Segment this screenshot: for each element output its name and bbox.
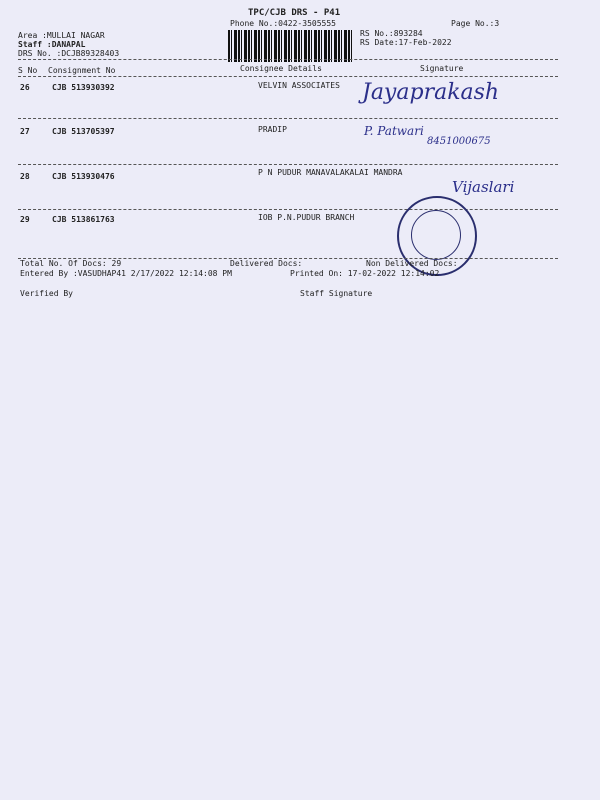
col-consignee: Consignee Details <box>240 64 322 73</box>
row-signature: Vijaslari <box>452 178 515 196</box>
divider <box>18 209 558 210</box>
row-consignment: CJB 513930392 <box>52 83 115 92</box>
divider <box>18 164 558 165</box>
staff-label: Staff :DANAPAL <box>18 40 86 49</box>
divider <box>18 76 558 77</box>
row-signature: P. Patwari <box>364 124 424 138</box>
printed-on: Printed On: 17-02-2022 12:14:02 <box>290 269 440 278</box>
area-label: Area :MULLAI NAGAR <box>18 31 105 40</box>
row-sno: 27 <box>20 127 30 136</box>
row-consignee: PRADIP <box>258 125 287 134</box>
col-consignment: Consignment No <box>48 66 116 75</box>
row-sno: 28 <box>20 172 30 181</box>
col-signature: Signature <box>420 64 464 73</box>
rs-number: RS No.:893284 <box>360 29 423 38</box>
document-title: TPC/CJB DRS - P41 <box>248 8 341 18</box>
total-docs: Total No. Of Docs: 29 <box>20 259 122 268</box>
row-signature: Jayaprakash <box>362 80 500 105</box>
divider <box>18 118 558 119</box>
row-signature-note: 8451000675 <box>427 136 491 147</box>
non-delivered-docs: Non Delivered Docs: <box>366 259 458 268</box>
row-consignment: CJB 513861763 <box>52 215 115 224</box>
row-sno: 29 <box>20 215 30 224</box>
row-consignment: CJB 513705397 <box>52 127 115 136</box>
col-sno: S No <box>18 66 38 75</box>
phone-number: Phone No.:0422-3505555 <box>230 19 336 28</box>
delivered-docs: Delivered Docs: <box>230 259 303 268</box>
rs-date: RS Date:17-Feb-2022 <box>360 38 452 47</box>
barcode <box>228 30 354 62</box>
entered-by: Entered By :VASUDHAP41 2/17/2022 12:14:08 PM <box>20 269 232 278</box>
divider <box>18 59 558 60</box>
row-consignee: VELVIN ASSOCIATES <box>258 81 340 90</box>
row-consignee: IOB P.N.PUDUR BRANCH <box>258 213 355 222</box>
row-consignee: P N PUDUR MANAVALAKALAI MANDRA <box>258 168 403 177</box>
staff-signature: Staff Signature <box>300 289 373 298</box>
drs-number: DRS No. :DCJB89328403 <box>18 49 120 58</box>
page-number: Page No.:3 <box>451 19 500 28</box>
verified-by: Verified By <box>20 289 73 298</box>
row-sno: 26 <box>20 83 30 92</box>
row-consignment: CJB 513930476 <box>52 172 115 181</box>
